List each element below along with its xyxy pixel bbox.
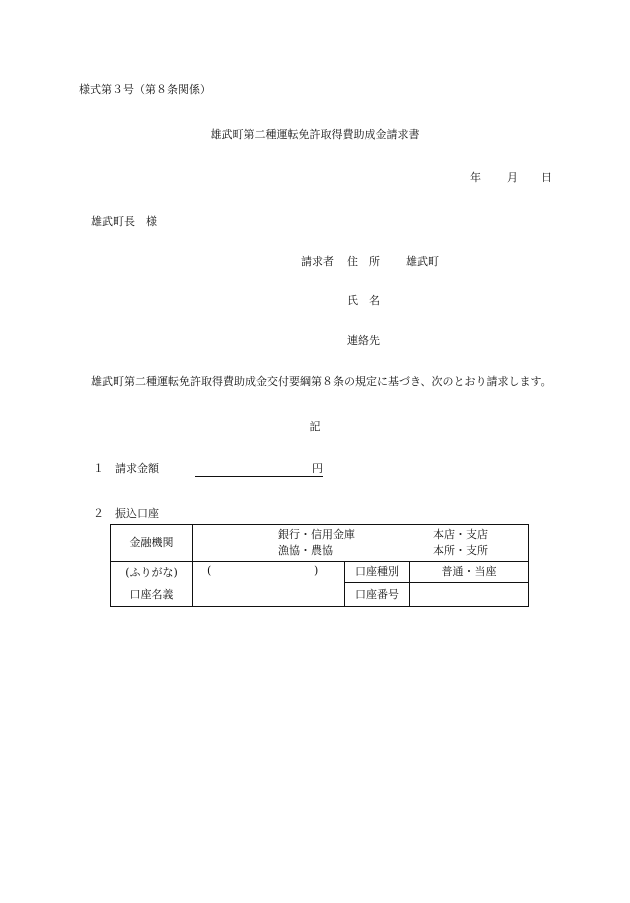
contact-label: 連絡先 (347, 334, 380, 347)
bank-types-line1: 銀行・信用金庫 (278, 528, 355, 541)
branch-line1: 本店・支店 (433, 528, 488, 541)
paren-close: ) (314, 564, 319, 577)
item1-number: １ (93, 462, 104, 475)
date-month-label: 月 (507, 171, 518, 184)
institution-row (111, 525, 529, 562)
account-number-label: 口座番号 (345, 583, 410, 607)
furigana-label: (ふりがな) (111, 562, 193, 583)
bank-account-table (110, 524, 529, 607)
item1-label: 請求金額 (115, 462, 159, 475)
account-type-value[interactable]: 普通・当座 (410, 562, 529, 583)
bank-types-line2: 漁協・農協 (278, 544, 333, 557)
ki-heading: 記 (309, 420, 321, 433)
item2-label: 振込口座 (115, 507, 159, 520)
form-number: 様式第３号（第８条関係） (79, 83, 211, 96)
address-label: 住 所 (347, 255, 380, 268)
branch-line2: 本所・支所 (433, 544, 488, 557)
account-name-label: 口座名義 (111, 583, 193, 607)
date-year-label: 年 (470, 171, 481, 184)
document-title: 雄武町第二種運転免許取得費助成金請求書 (210, 128, 420, 141)
institution-field[interactable] (193, 525, 529, 562)
amount-underline (195, 476, 323, 477)
name-label: 氏 名 (347, 294, 380, 307)
amount-unit: 円 (312, 462, 323, 475)
account-type-label: 口座種別 (345, 562, 410, 583)
date-day-label: 日 (541, 171, 552, 184)
furigana-row (111, 562, 529, 583)
account-number-field[interactable] (410, 583, 529, 607)
paren-open: ( (207, 564, 212, 577)
body-text: 雄武町第二種運転免許取得費助成金交付要綱第８条の規定に基づき、次のとおり請求します。 (91, 375, 552, 388)
addressee: 雄武町長 様 (91, 215, 157, 228)
item2-number: ２ (93, 507, 104, 520)
account-name-field[interactable] (193, 562, 345, 607)
institution-label: 金融機関 (111, 525, 193, 562)
requester-label: 請求者 (301, 255, 334, 268)
address-value: 雄武町 (406, 255, 439, 268)
